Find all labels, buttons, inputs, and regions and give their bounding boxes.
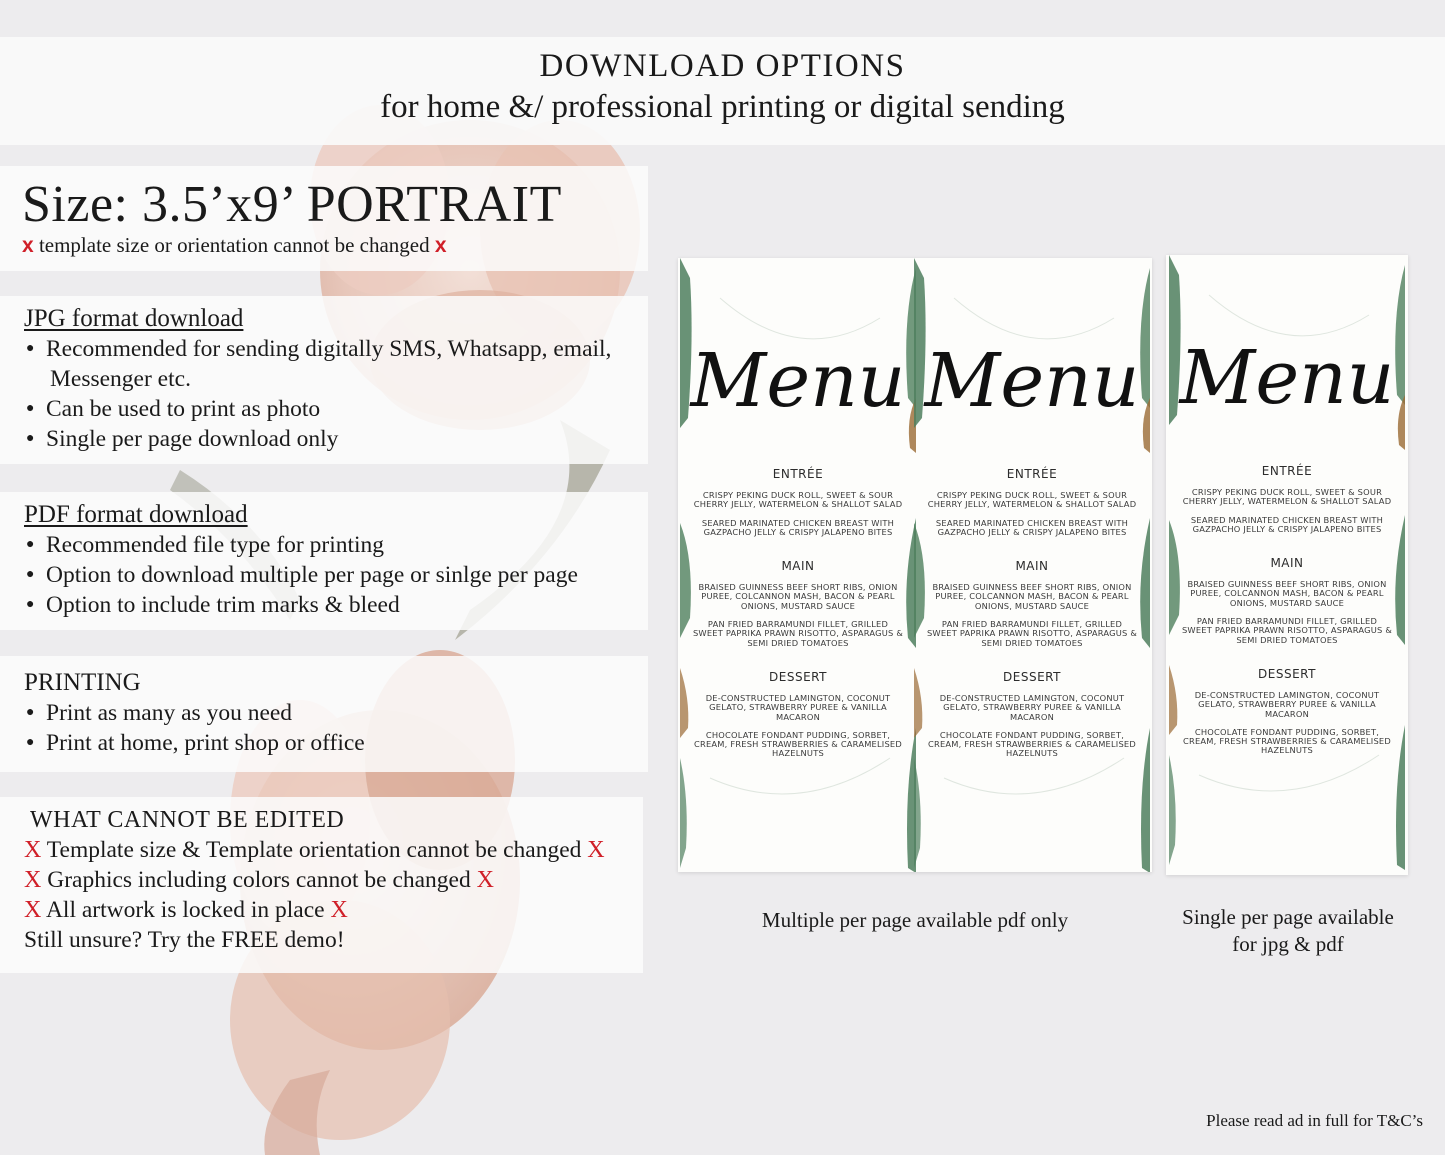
section-main: MAIN	[781, 559, 815, 574]
menu-script-title	[914, 328, 1150, 423]
section-dessert: DESSERT	[1258, 666, 1316, 681]
multiple-caption: Multiple per page available pdf only	[761, 908, 1069, 932]
menu-body	[680, 453, 916, 768]
list-item: ● Option to include trim marks & bleed	[24, 590, 648, 620]
menu-item: PAN FRIED BARRAMUNDI FILLET, GRILLED SWEET PAPRIKA PRAWN RISOTTO, ASPARAGUS & SEMI DRIED TOMATOES	[1181, 616, 1393, 645]
header-banner	[0, 37, 1445, 145]
list-item: ● Option to download multiple per page or sinlge per page	[24, 560, 648, 590]
x-mark-icon: x	[22, 234, 34, 257]
menu-item: CRISPY PEKING DUCK ROLL, SWEET & SOUR CHERRY JELLY, WATERMELON & SHALLOT SALAD	[693, 490, 903, 510]
header-subtitle: for home &/ professional printing or digital sending	[380, 89, 1065, 125]
menu-item: CHOCOLATE FONDANT PUDDING, SORBET, CREAM, FRESH STRAWBERRIES & CARAMELISED HAZELNUTS	[1183, 726, 1391, 756]
jpg-title: JPG format download	[24, 305, 244, 332]
single-per-page-mockup	[1166, 255, 1408, 875]
list-item: ● Recommended file type for printing	[24, 530, 648, 560]
multiple-per-page-mockup	[678, 258, 1152, 872]
x-mark-icon: X	[24, 897, 42, 923]
printing-title: PRINTING	[24, 669, 141, 696]
printing-list	[24, 698, 648, 758]
menu-item: BRAISED GUINNESS BEEF SHORT RIBS, ONION PUREE, COLCANNON MASH, BACON & PEARL ONIONS, MUSTARD SAUCE	[932, 582, 1132, 611]
menu-item: DE-CONSTRUCTED LAMINGTON, COCONUT GELATO, STRAWBERRY PUREE & VANILLA MACARON	[939, 692, 1125, 722]
edit-list	[24, 835, 643, 955]
jpg-panel	[0, 296, 648, 464]
menu-card	[680, 258, 916, 872]
printing-panel	[0, 656, 648, 772]
list-item: ● Print at home, print shop or office	[24, 728, 648, 758]
menu-script-title	[680, 328, 916, 423]
menu-body	[914, 453, 1150, 768]
menu-item: CHOCOLATE FONDANT PUDDING, SORBET, CREAM, FRESH STRAWBERRIES & CARAMELISED HAZELNUTS	[928, 729, 1136, 759]
section-entree: ENTRÉE	[1261, 464, 1313, 478]
section-main: MAIN	[1015, 559, 1049, 574]
menu-item: CHOCOLATE FONDANT PUDDING, SORBET, CREAM, FRESH STRAWBERRIES & CARAMELISED HAZELNUTS	[694, 729, 902, 759]
pdf-list	[24, 530, 648, 620]
menu-item: DE-CONSTRUCTED LAMINGTON, COCONUT GELATO, STRAWBERRY PUREE & VANILLA MACARON	[1194, 689, 1380, 719]
list-item: ● Can be used to print as photo	[24, 394, 648, 424]
menu-item: SEARED MARINATED CHICKEN BREAST WITH GAZPACHO JELLY & CRISPY JALAPENO BITES	[1190, 514, 1384, 534]
header-title: DOWNLOAD OPTIONS	[539, 48, 906, 84]
cannot-edit-panel	[0, 797, 643, 973]
list-item: X Graphics including colors cannot be changed X	[24, 867, 494, 893]
menu-card	[1169, 255, 1405, 875]
size-title: Size: 3.5’x9’ PORTRAIT	[22, 176, 562, 233]
x-mark-icon: X	[476, 867, 494, 893]
menu-item: CRISPY PEKING DUCK ROLL, SWEET & SOUR CHERRY JELLY, WATERMELON & SHALLOT SALAD	[927, 490, 1137, 510]
menu-script-text: Menu	[1179, 335, 1395, 420]
menu-item: PAN FRIED BARRAMUNDI FILLET, GRILLED SWEET PAPRIKA PRAWN RISOTTO, ASPARAGUS & SEMI DRIED TOMATOES	[692, 619, 904, 648]
jpg-list	[24, 334, 648, 454]
menu-script-text: Menu	[924, 338, 1140, 423]
menu-item: SEARED MARINATED CHICKEN BREAST WITH GAZPACHO JELLY & CRISPY JALAPENO BITES	[701, 517, 895, 537]
x-mark-icon: X	[24, 837, 42, 863]
list-item: X Template size & Template orientation cannot be changed X	[24, 837, 605, 863]
menu-item: PAN FRIED BARRAMUNDI FILLET, GRILLED SWEET PAPRIKA PRAWN RISOTTO, ASPARAGUS & SEMI DRIED TOMATOES	[926, 619, 1138, 648]
edit-title: WHAT CANNOT BE EDITED	[30, 807, 345, 833]
size-note-text: template size or orientation cannot be changed	[38, 233, 430, 257]
menu-script-title	[1169, 325, 1405, 420]
pdf-title: PDF format download	[24, 501, 248, 528]
list-item: ● Single per page download only	[24, 424, 648, 454]
terms-footnote: Please read ad in full for T&C’s	[1206, 1111, 1423, 1130]
list-item: Messenger etc.	[50, 366, 191, 392]
section-entree: ENTRÉE	[772, 467, 824, 481]
size-note	[22, 232, 648, 259]
menu-item: DE-CONSTRUCTED LAMINGTON, COCONUT GELATO, STRAWBERRY PUREE & VANILLA MACARON	[705, 692, 891, 722]
menu-script-text: Menu	[690, 338, 906, 423]
menu-card	[914, 258, 1150, 872]
section-dessert: DESSERT	[1003, 669, 1061, 684]
pdf-panel	[0, 492, 648, 630]
x-mark-icon: x	[434, 234, 447, 257]
single-caption: Single per page available for jpg & pdf	[1182, 905, 1394, 956]
x-mark-icon: X	[330, 897, 348, 923]
list-item: ● Print as many as you need	[24, 698, 648, 728]
section-main: MAIN	[1270, 556, 1304, 571]
section-dessert: DESSERT	[769, 669, 827, 684]
menu-item: BRAISED GUINNESS BEEF SHORT RIBS, ONION PUREE, COLCANNON MASH, BACON & PEARL ONIONS, MUSTARD SAUCE	[698, 582, 898, 611]
edit-footer: Still unsure? Try the FREE demo!	[24, 927, 345, 953]
menu-body	[1169, 450, 1405, 765]
menu-item: CRISPY PEKING DUCK ROLL, SWEET & SOUR CHERRY JELLY, WATERMELON & SHALLOT SALAD	[1182, 487, 1392, 507]
x-mark-icon: X	[587, 837, 605, 863]
list-item: ● Recommended for sending digitally SMS, Whatsapp, email,	[24, 334, 648, 364]
menu-item: BRAISED GUINNESS BEEF SHORT RIBS, ONION PUREE, COLCANNON MASH, BACON & PEARL ONIONS, MUSTARD SAUCE	[1187, 579, 1387, 608]
x-mark-icon: X	[24, 867, 42, 893]
size-panel	[0, 166, 648, 271]
list-item: X All artwork is locked in place X	[24, 897, 348, 923]
section-entree: ENTRÉE	[1006, 467, 1058, 481]
menu-item: SEARED MARINATED CHICKEN BREAST WITH GAZPACHO JELLY & CRISPY JALAPENO BITES	[935, 517, 1129, 537]
